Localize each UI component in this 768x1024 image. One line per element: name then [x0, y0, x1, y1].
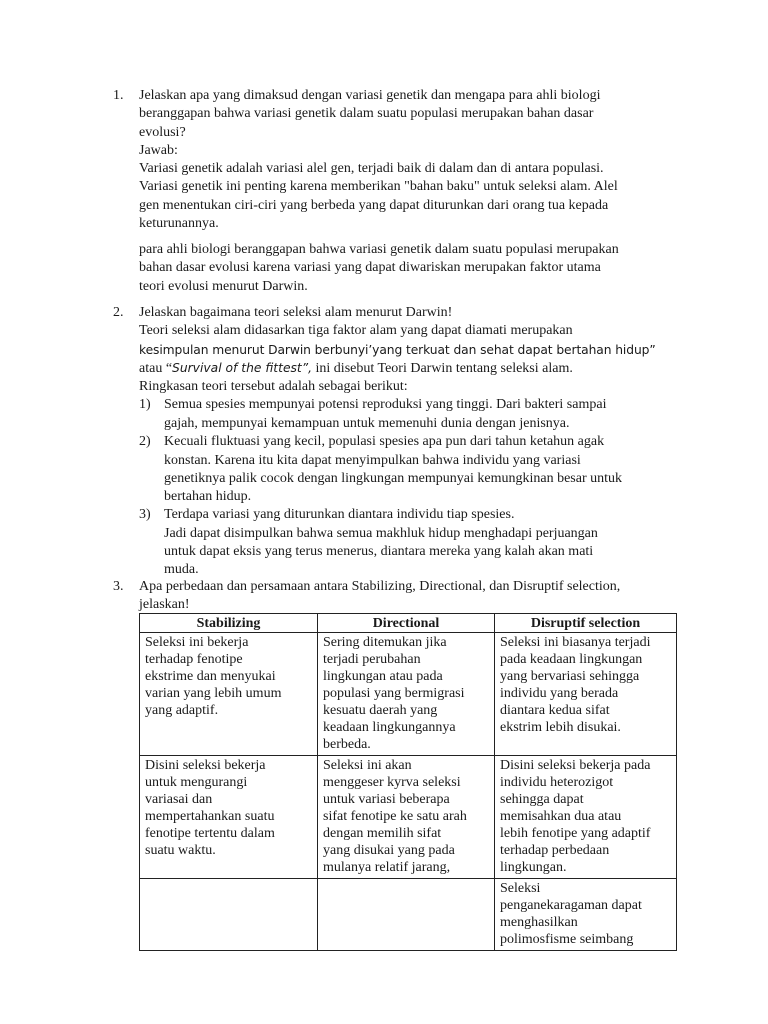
table-cell: Seleksi ini bekerja terhadap fenotipe ekstrime dan menyukai varian yang lebih umum yang adaptif.	[140, 633, 318, 756]
summary-intro: Ringkasan teori tersebut adalah sebagai berikut:	[139, 379, 408, 395]
question-number: 3.	[113, 579, 124, 594]
point-text	[164, 396, 606, 433]
point-line: gajah, mempunyai kemampuan untuk memenuhi dunia dengan jenisnya.	[164, 415, 570, 431]
answer-paragraph-2	[139, 241, 679, 296]
point-line: Kecuali fluktuasi yang kecil, populasi spesies apa pun dari tahun ketahun agak	[164, 434, 605, 450]
point-number: 3)	[139, 507, 151, 523]
point-line: genetiknya palik cocok dengan lingkungan mempunyai kemungkinan besar untuk	[164, 471, 622, 487]
table-cell	[140, 879, 318, 951]
answer-line: Teori seleksi alam didasarkan tiga faktor alam yang dapat diamati merupakan	[139, 323, 573, 339]
question-text-line: Apa perbedaan dan persamaan antara Stabilizing, Directional, dan Disruptif selection,	[139, 579, 621, 594]
question-text-line: Jelaskan apa yang dimaksud dengan variasi genetik dan mengapa para ahli biologi	[139, 88, 601, 103]
question-1-body	[139, 87, 679, 233]
table-cell: Disini seleksi bekerja untuk mengurangi variasai dan mempertahankan suatu fenotipe tertentu dalam suatu waktu.	[140, 756, 318, 879]
answer-line: Variasi genetik adalah variasi alel gen, terjadi baik di dalam dan di antara populasi.	[139, 161, 604, 177]
question-3-body	[139, 578, 679, 615]
selection-comparison-table	[139, 613, 677, 951]
question-text-line: jelaskan!	[139, 597, 190, 613]
header-disruptif: Disruptif selection	[495, 614, 677, 633]
answer-label: Jawab:	[139, 142, 178, 158]
point-number: 1)	[139, 397, 151, 413]
answer-line: teori evolusi menurut Darwin.	[139, 278, 308, 294]
survival-line	[139, 359, 679, 378]
point-line: Terdapa variasi yang diturunkan diantara individu tiap spesies.	[164, 507, 515, 523]
answer-line: Variasi genetik ini penting karena memberikan "bahan baku" untuk seleksi alam. Alel	[139, 179, 618, 195]
table-cell	[318, 879, 495, 951]
table-row	[140, 633, 677, 756]
table-row	[140, 756, 677, 879]
survival-suffix: ini disebut Teori Darwin tentang seleksi alam.	[312, 360, 573, 376]
point-line: muda.	[164, 562, 199, 578]
table-cell: Sering ditemukan jika terjadi perubahan lingkungan atau pada populasi yang bermigrasi kesuatu daerah yang keadaan lingkungannya berbeda.	[318, 633, 495, 756]
survival-prefix: atau “	[139, 360, 173, 376]
answer-line: keturunannya.	[139, 216, 219, 232]
darwin-quote-line: kesimpulan menurut Darwin berbunyi’yang terkuat dan sehat dapat bertahan hidup”	[139, 342, 656, 357]
table-cell: Seleksi ini akan menggeser kyrva seleksi untuk variasi beberapa sifat fenotipe ke satu arah dengan memilih sifat yang disukai yang pada mulanya relatif jarang,	[318, 756, 495, 879]
table-row	[140, 879, 677, 951]
point-line: Semua spesies mempunyai potensi reproduksi yang tinggi. Dari bakteri sampai	[164, 397, 607, 413]
question-number: 2.	[113, 305, 124, 320]
point-text	[164, 433, 622, 506]
header-stabilizing: Stabilizing	[140, 614, 318, 633]
point-text	[164, 506, 598, 579]
answer-line: para ahli biologi beranggapan bahwa variasi genetik dalam suatu populasi merupakan	[139, 242, 619, 257]
point-line: konstan. Karena itu kita dapat menyimpulkan bahwa individu yang variasi	[164, 452, 581, 468]
answer-line: gen menentukan ciri-ciri yang berbeda yang dapat diturunkan dari orang tua kepada	[139, 197, 609, 213]
table-cell: Seleksi penganekaragaman dapat menghasilkan polimosfisme seimbang	[495, 879, 677, 951]
point-line: bertahan hidup.	[164, 489, 252, 505]
question-number: 1.	[113, 88, 124, 103]
table-cell: Disini seleksi bekerja pada individu heterozigot sehingga dapat memisahkan dua atau lebih fenotipe yang adaptif terhadap perbedaan lingkungan.	[495, 756, 677, 879]
point-line: Jadi dapat disimpulkan bahwa semua makhluk hidup menghadapi perjuangan	[164, 525, 598, 541]
header-directional: Directional	[318, 614, 495, 633]
point-line: untuk dapat eksis yang terus menerus, diantara mereka yang kalah akan mati	[164, 544, 594, 560]
table-header-row	[140, 614, 677, 633]
table-cell: Seleksi ini biasanya terjadi pada keadaan lingkungan yang bervariasi sehingga individu yang berada diantara kedua sifat ekstrim lebih disukai.	[495, 633, 677, 756]
question-text-line: evolusi?	[139, 124, 186, 140]
question-text-line: Jelaskan bagaimana teori seleksi alam menurut Darwin!	[139, 305, 453, 320]
question-text-line: beranggapan bahwa variasi genetik dalam suatu populasi merupakan bahan dasar	[139, 106, 594, 122]
summary-points	[139, 396, 679, 597]
answer-line: bahan dasar evolusi karena variasi yang dapat diwariskan merupakan faktor utama	[139, 260, 601, 276]
survival-of-the-fittest: Survival of the fittest”,	[172, 360, 313, 375]
point-number: 2)	[139, 434, 151, 450]
question-2-body	[139, 304, 679, 597]
